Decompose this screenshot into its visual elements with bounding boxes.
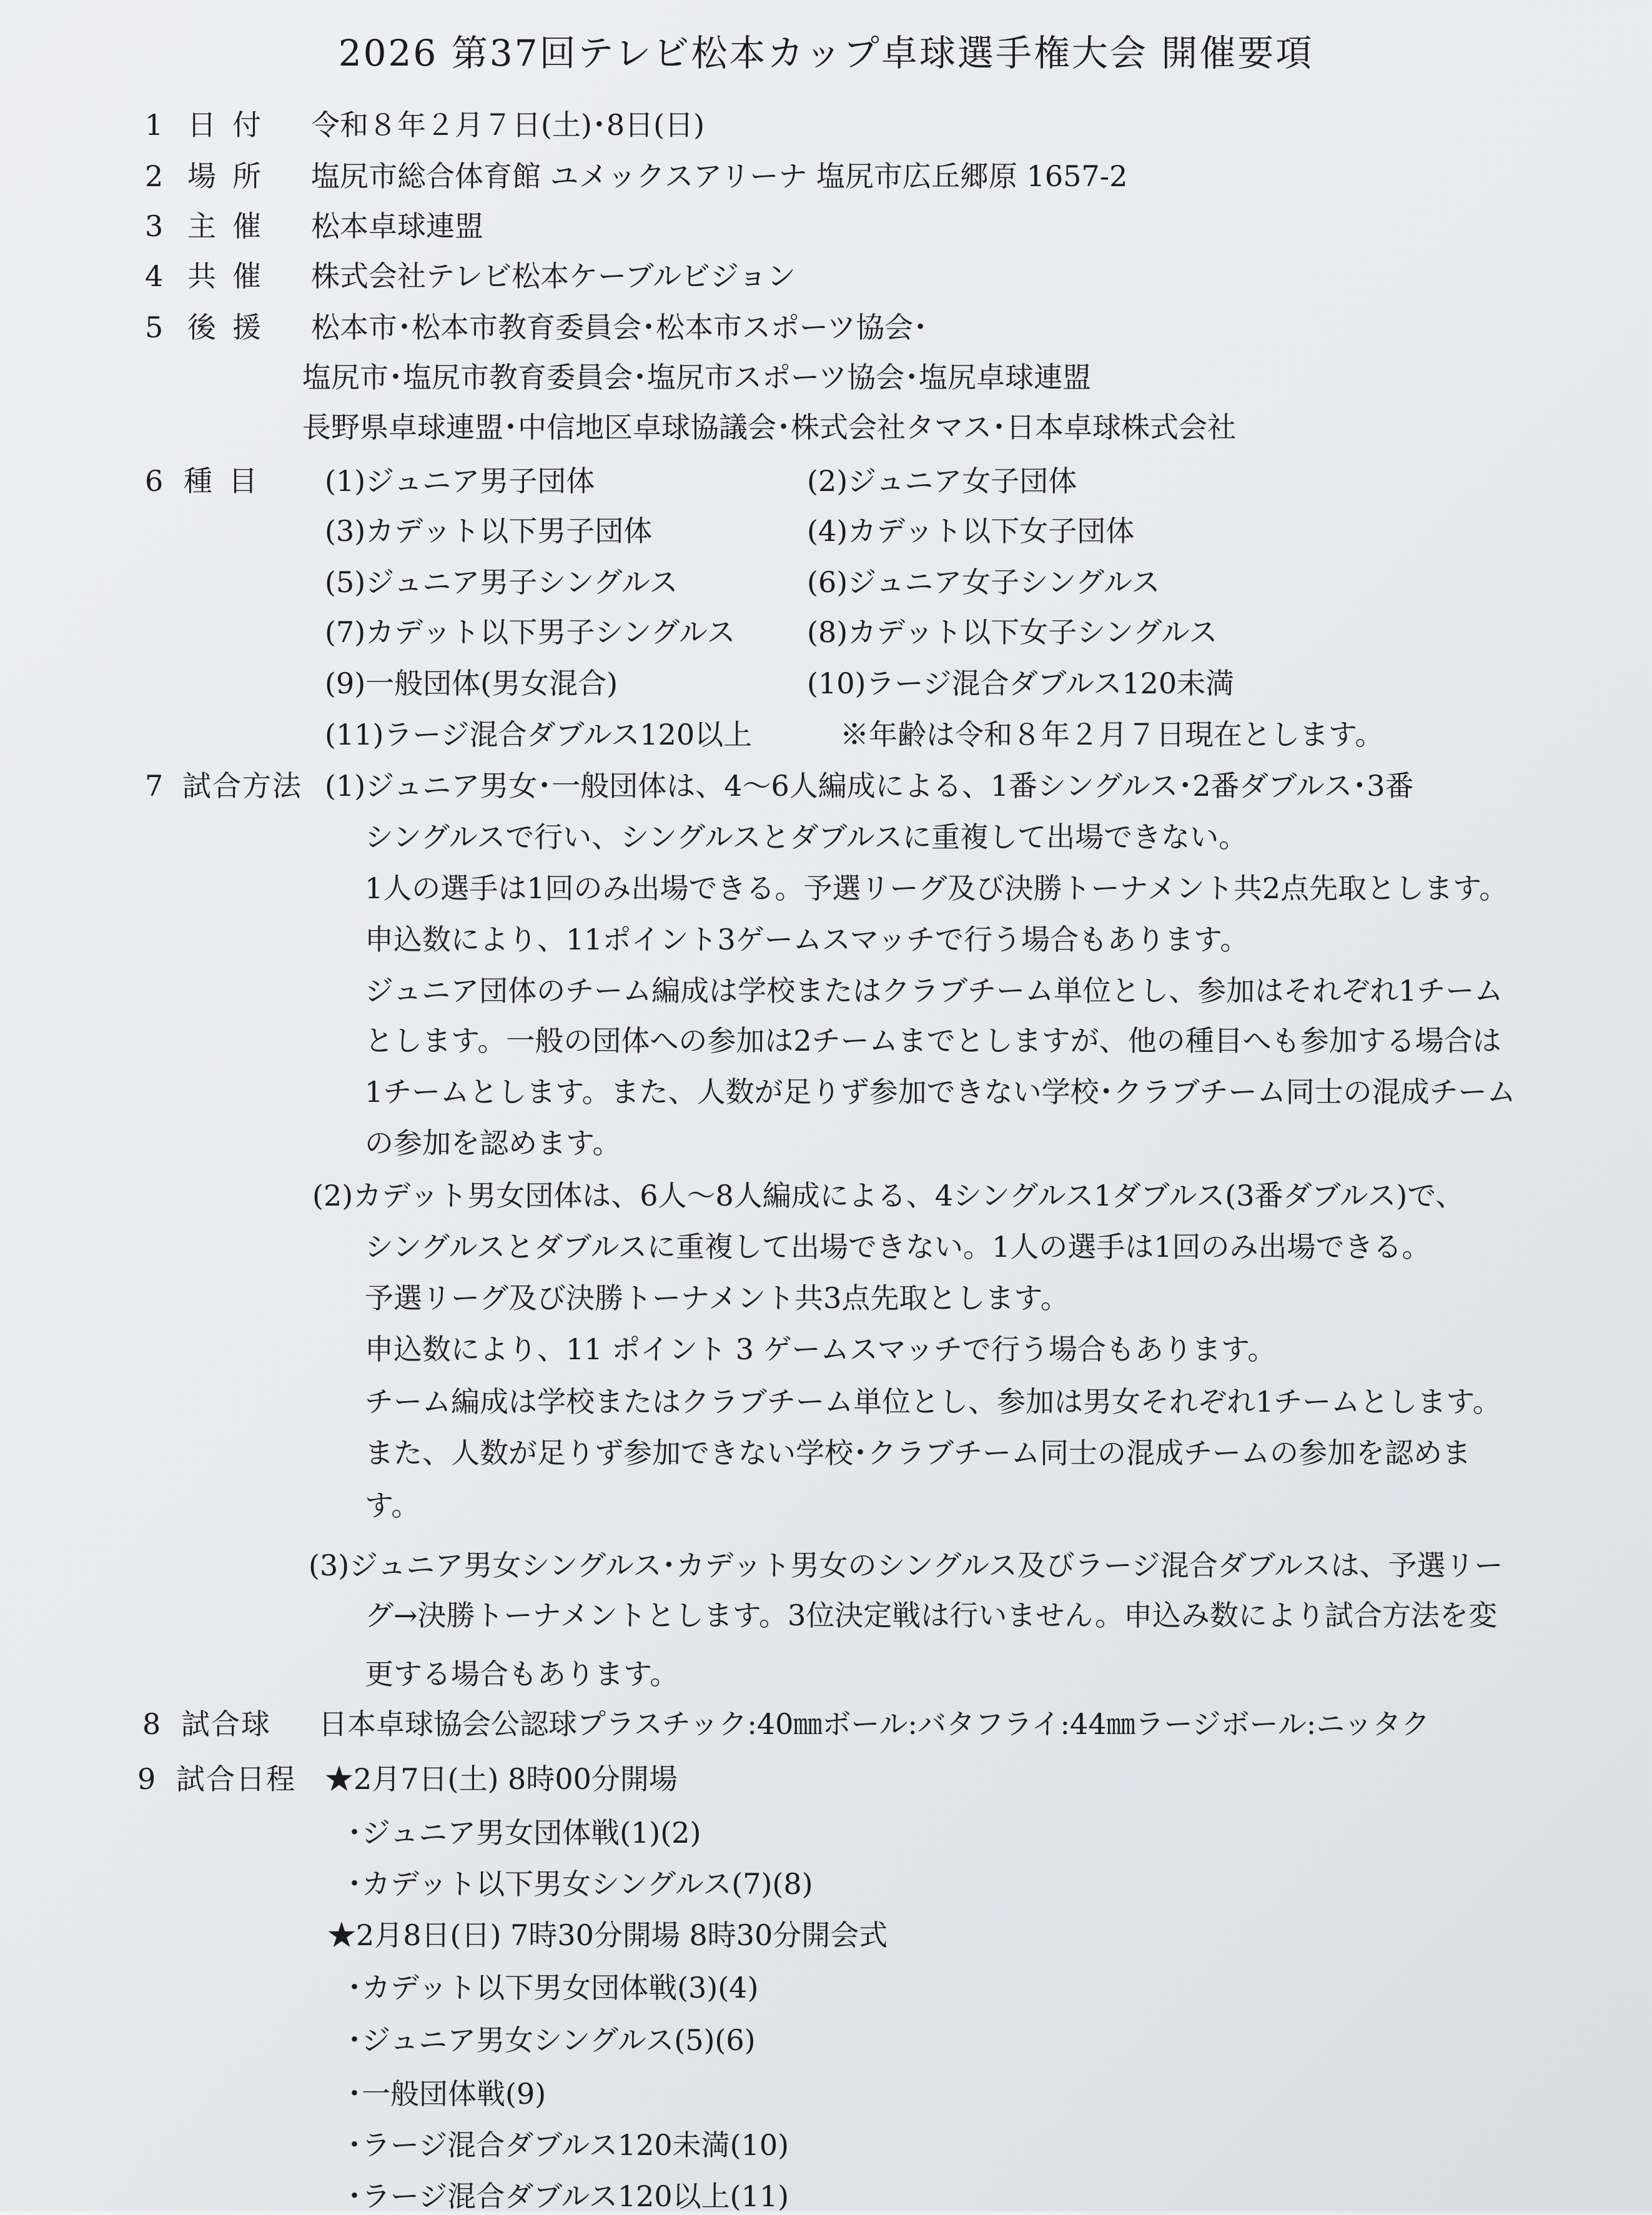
section-label: 後援 — [187, 310, 277, 344]
event-item: (4)カデット以下女子団体 — [807, 514, 1135, 548]
section-text: 令和８年２月７日(土)･8日(日) — [311, 108, 705, 142]
schedule-item: ･カデット以下男女シングルス(7)(8) — [347, 1867, 813, 1901]
section-text: す。 — [365, 1489, 420, 1522]
event-item: (8)カデット以下女子シングルス — [807, 615, 1218, 649]
section-text: 申込数により、11ポイント3ゲームスマッチで行う場合もあります。 — [365, 923, 1249, 956]
section-label: 試合方法 — [182, 769, 302, 803]
section-label: 試合球 — [181, 1707, 271, 1741]
schedule-item: ･一般団体戦(9) — [347, 2077, 547, 2111]
section-text: 1チームとします。また、人数が足りず参加できない学校･クラブチーム同士の混成チーム — [365, 1075, 1516, 1109]
section-number: 6 — [145, 464, 164, 498]
section-number: 3 — [145, 209, 164, 243]
section-text: 1人の選手は1回のみ出場できる。予選リーグ及び決勝トーナメント共2点先取とします。 — [365, 871, 1508, 905]
section-text: 予選リーグ及び決勝トーナメント共3点先取とします。 — [365, 1281, 1069, 1315]
section-text: グ→決勝トーナメントとします。3位決定戦は行いません。申込み数により試合方法を変 — [365, 1598, 1498, 1632]
section-text: 株式会社テレビ松本ケーブルビジョン — [311, 259, 796, 293]
section-number: 2 — [145, 159, 164, 193]
event-item: (7)カデット以下男子シングルス — [325, 615, 736, 649]
schedule-day: ★2月7日(土) 8時00分開場 — [325, 1762, 678, 1796]
schedule-item: ･ジュニア男女シングルス(5)(6) — [347, 2023, 756, 2057]
section-text: シングルスとダブルスに重複して出場できない。1人の選手は1回のみ出場できる。 — [365, 1230, 1431, 1264]
section-label: 試合日程 — [176, 1762, 296, 1796]
event-item: (3)カデット以下男子団体 — [325, 514, 653, 548]
section-text: 塩尻市･塩尻市教育委員会･塩尻市スポーツ協会･塩尻卓球連盟 — [302, 360, 1092, 394]
event-item: (2)ジュニア女子団体 — [807, 464, 1077, 498]
section-text: とします。一般の団体への参加は2チームまでとしますが、他の種目へも参加する場合は — [365, 1024, 1501, 1058]
section-text: シングルスで行い、シングルスとダブルスに重複して出場できない。 — [365, 820, 1248, 854]
schedule-item: ･カデット以下男女団体戦(3)(4) — [347, 1971, 759, 2004]
event-item: (5)ジュニア男子シングルス — [325, 565, 678, 599]
section-text: 日本卓球協会公認球プラスチック:40㎜ボール:バタフライ:44㎜ラージボール:ニッタク — [319, 1707, 1430, 1741]
event-item: (6)ジュニア女子シングルス — [807, 565, 1160, 599]
section-number: 5 — [145, 310, 164, 344]
document-title: 2026 第37回テレビ松本カップ卓球選手権大会 開催要項 — [338, 32, 1314, 74]
section-text: (3)ジュニア男女シングルス･カデット男女のシングルス及びラージ混合ダブルスは、予選リー — [309, 1549, 1503, 1582]
event-item: (11)ラージ混合ダブルス120以上 — [325, 718, 753, 751]
section-label: 場所 — [187, 159, 277, 193]
age-note: ※年齢は令和８年２月７日現在とします。 — [840, 718, 1384, 751]
schedule-item: ･ラージ混合ダブルス120以上(11) — [347, 2179, 789, 2213]
schedule-day: ★2月8日(日) 7時30分開場 8時30分開会式 — [327, 1918, 888, 1952]
section-text: 松本市･松本市教育委員会･松本市スポーツ協会･ — [311, 310, 928, 344]
event-item: (9)一般団体(男女混合) — [325, 666, 618, 700]
section-text: 申込数により、11 ポイント 3 ゲームスマッチで行う場合もあります。 — [365, 1332, 1277, 1366]
section-text: チーム編成は学校またはクラブチーム単位とし、参加は男女それぞれ1チームとします。 — [365, 1385, 1501, 1419]
event-item: (10)ラージ混合ダブルス120未満 — [807, 666, 1235, 700]
section-label: 主催 — [187, 209, 277, 243]
schedule-item: ･ラージ混合ダブルス120未満(10) — [347, 2128, 789, 2162]
section-number: 7 — [145, 769, 164, 803]
section-text: (2)カデット男女団体は、6人～8人編成による、4シングルス1ダブルス(3番ダブルス)で、 — [312, 1179, 1465, 1212]
section-text: (1)ジュニア男女･一般団体は、4～6人編成による、1番シングルス･2番ダブルス･3番 — [325, 769, 1414, 803]
section-text: また、人数が足りず参加できない学校･クラブチーム同士の混成チームの参加を認めま — [365, 1436, 1471, 1470]
section-number: 9 — [137, 1762, 156, 1796]
section-text: 長野県卓球連盟･中信地区卓球協議会･株式会社タマス･日本卓球株式会社 — [302, 410, 1236, 444]
section-label: 種目 — [184, 464, 274, 498]
section-number: 8 — [142, 1707, 161, 1741]
section-text: の参加を認めます。 — [365, 1126, 621, 1160]
section-text: 更する場合もあります。 — [365, 1657, 679, 1691]
section-number: 4 — [145, 259, 164, 293]
section-number: 1 — [145, 108, 164, 142]
section-text: 松本卓球連盟 — [311, 209, 483, 243]
section-label: 日付 — [187, 108, 277, 142]
schedule-item: ･ジュニア男女団体戦(1)(2) — [347, 1816, 701, 1850]
section-text: 塩尻市総合体育館 ユメックスアリーナ 塩尻市広丘郷原 1657-2 — [311, 159, 1128, 193]
section-label: 共催 — [187, 259, 277, 293]
section-text: ジュニア団体のチーム編成は学校またはクラブチーム単位とし、参加はそれぞれ1チーム — [365, 974, 1503, 1008]
event-item: (1)ジュニア男子団体 — [325, 464, 595, 498]
